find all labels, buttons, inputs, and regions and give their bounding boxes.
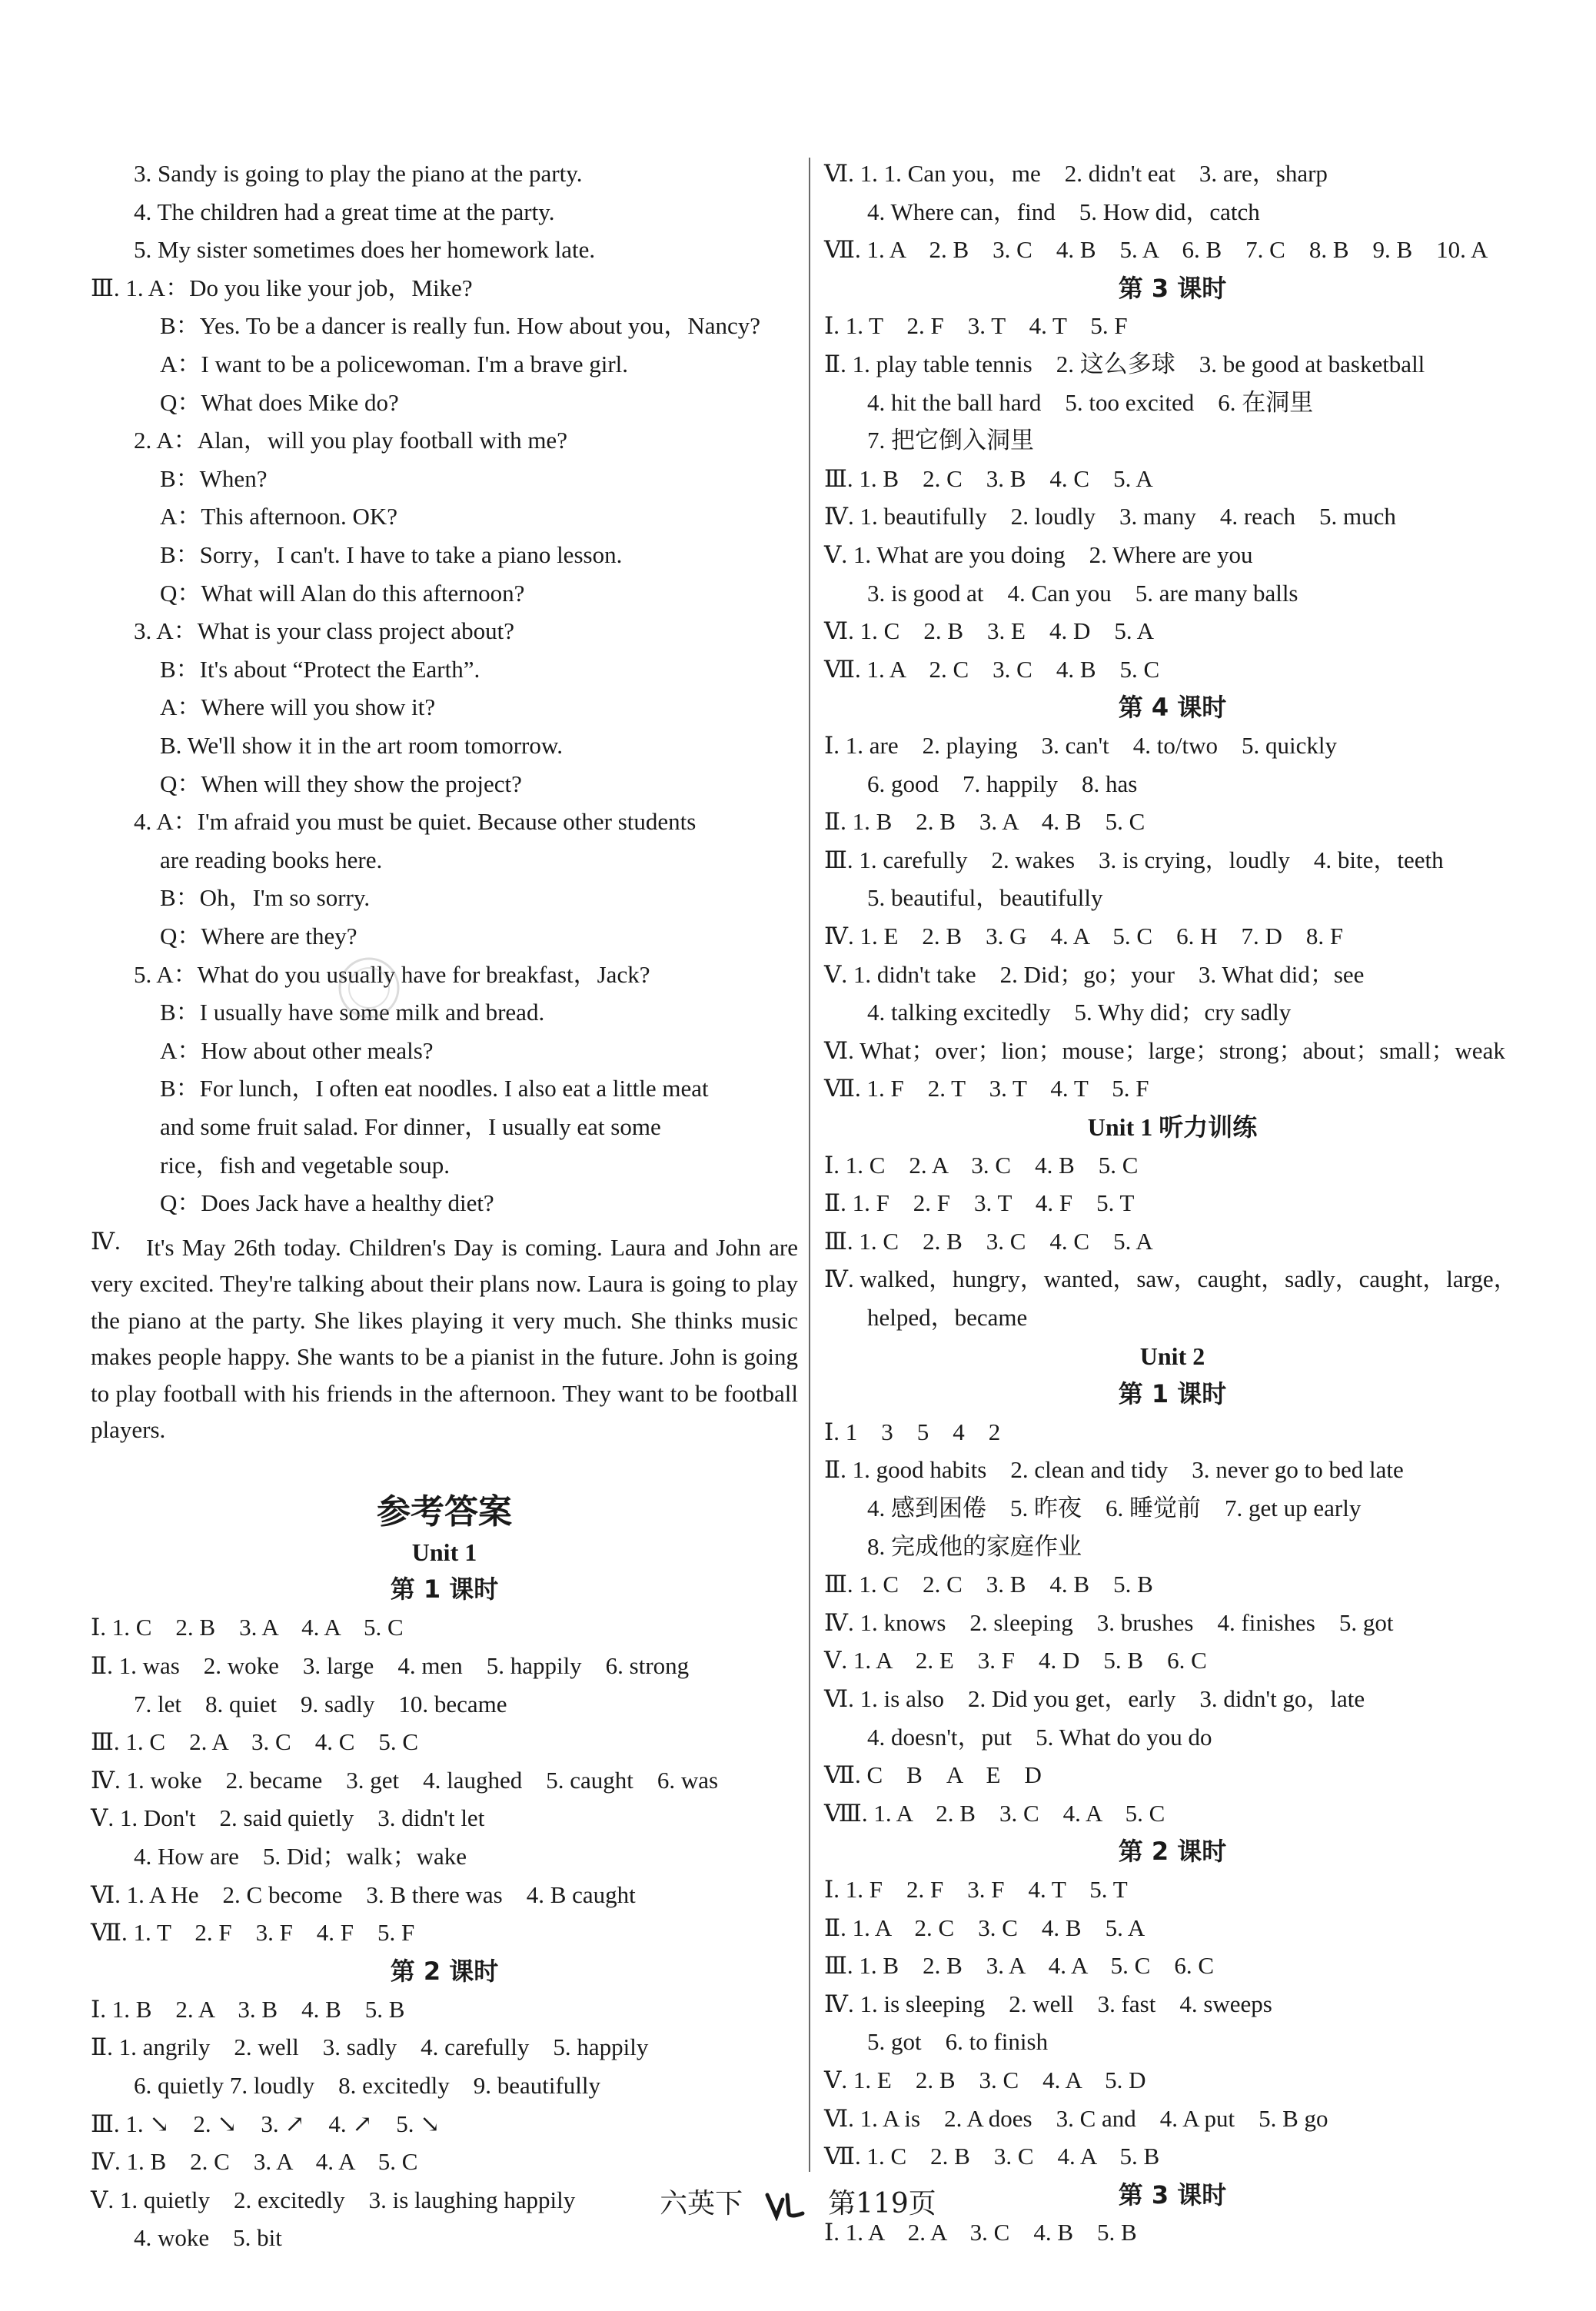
dialogue-line: A：I want to be a policewoman. I'm a brave girl. (160, 351, 629, 377)
dialogue-line: Q：Where are they? (160, 923, 357, 949)
lesson-title: 第 1 课时 (390, 1574, 499, 1604)
answer-line: Ⅰ. 1. T 2. F 3. T 4. T 5. F (824, 312, 1128, 340)
dialogue-line: Ⅲ. 1. A：Do you like your job，Mike? (91, 274, 473, 301)
lesson-title: 第 3 课时 (1118, 273, 1227, 303)
answer-line: Ⅲ. 1. ↘ 2. ↘ 3. ↗ 4. ↗ 5. ↘ (91, 2110, 441, 2137)
dialogue-line: 3. A：What is your class project about? (134, 617, 515, 645)
answer-line: Ⅴ. 1. What are you doing 2. Where are you (824, 541, 1253, 568)
unit-title: Unit 2 (1139, 1342, 1205, 1370)
answer-line: 8. 完成他的家庭作业 (867, 1532, 1082, 1560)
dialogue-line: B：Oh，I'm so sorry. (160, 884, 371, 912)
answer-line: Ⅰ. 1. C 2. A 3. C 4. B 5. C (824, 1151, 1139, 1179)
dialogue-line: 2. A：Alan，will you play football with me? (134, 427, 567, 454)
answer-line: Ⅶ. 1. A 2. B 3. C 4. B 5. A 6. B 7. C 8. B 9. B 10. A (824, 236, 1488, 264)
answer-line: Ⅴ. 1. didn't take 2. Did；go；your 3. What did；see (824, 960, 1365, 988)
answer-line: Ⅶ. C B A E D (824, 1761, 1042, 1789)
dialogue-line: Q：What will Alan do this afternoon? (160, 579, 525, 607)
answer-line: Ⅷ. 1. A 2. B 3. C 4. A 5. C (824, 1799, 1165, 1827)
watermark-stamp-icon (334, 953, 404, 1022)
answer-line: Ⅰ. 1. C 2. B 3. A 4. A 5. C (91, 1614, 404, 1641)
answer-line: 7. 把它倒入洞里 (867, 427, 1034, 454)
answer-line: Ⅵ. What；over；lion；mouse；large；strong；about；small；weak (824, 1036, 1505, 1064)
dialogue-line: A：How about other meals? (160, 1036, 434, 1064)
answer-line: 4. doesn't，put 5. What do you do (867, 1723, 1212, 1751)
answer-line: helped，became (867, 1304, 1028, 1331)
answer-line: Ⅰ. 1. are 2. playing 3. can't 4. to/two 5. quickly (824, 732, 1337, 759)
column-divider (809, 158, 810, 2172)
answer-line: Ⅴ. 1. quietly 2. excitedly 3. is laughing happily (91, 2186, 576, 2213)
dialogue-line: B：Yes. To be a dancer is really fun. How about you，Nancy? (160, 312, 760, 340)
answer-line: Ⅳ. 1. knows 2. sleeping 3. brushes 4. finishes 5. got (824, 1608, 1394, 1636)
answer-line: Ⅵ. 1. A He 2. C become 3. B there was 4. B caught (91, 1880, 636, 1908)
lesson-title: 第 3 课时 (1118, 2180, 1227, 2210)
footer-page-number: 第119页 (828, 2188, 936, 2220)
answer-line: Ⅱ. 1. good habits 2. clean and tidy 3. never go to bed late (824, 1456, 1404, 1484)
answer-line: 5. beautiful，beautifully (867, 884, 1103, 912)
dialogue-line: A：Where will you show it? (160, 693, 436, 721)
answer-line: Ⅱ. 1. A 2. C 3. C 4. B 5. A (824, 1914, 1145, 1941)
answer-line: Ⅴ. 1. Don't 2. said quietly 3. didn't let (91, 1804, 485, 1832)
page-footer (0, 2182, 1596, 2221)
answer-line: 3. is good at 4. Can you 5. are many balls (867, 579, 1298, 607)
answer-line: Ⅰ. 1. B 2. A 3. B 4. B 5. B (91, 1995, 405, 2023)
dialogue-line: B：Sorry，I can't. I have to take a piano lesson. (160, 541, 623, 568)
dialogue-line: B：For lunch，I often eat noodles. I also eat a little meat (160, 1075, 709, 1102)
answer-line: Ⅶ. 1. T 2. F 3. F 4. F 5. F (91, 1919, 415, 1947)
dialogue-line: 3. Sandy is going to play the piano at the party. (134, 160, 583, 187)
publisher-logo-icon (763, 2190, 809, 2221)
dialogue-line: 4. A：I'm afraid you must be quiet. Because other students (134, 808, 697, 836)
lesson-title: 第 2 课时 (390, 1956, 499, 1986)
dialogue-line: rice，fish and vegetable soup. (160, 1151, 451, 1179)
answer-line: 7. let 8. quiet 9. sadly 10. became (134, 1690, 507, 1717)
dialogue-line: B：I usually have some milk and bread. (160, 999, 545, 1026)
answer-line: Ⅱ. 1. was 2. woke 3. large 4. men 5. happily 6. strong (91, 1651, 690, 1679)
answer-line: Ⅵ. 1. 1. Can you，me 2. didn't eat 3. are，sharp (824, 160, 1328, 187)
answer-line: Ⅳ. 1. E 2. B 3. G 4. A 5. C 6. H 7. D 8. F (824, 923, 1344, 949)
lesson-title: 第 1 课时 (1118, 1379, 1227, 1409)
answer-line: Ⅳ. walked，hungry，wanted，saw，caught，sadly，caught，large， (824, 1265, 1518, 1293)
answer-line: 6. quietly 7. loudly 8. excitedly 9. beautifully (134, 2071, 600, 2099)
dialogue-line: Q：What does Mike do? (160, 388, 399, 416)
dialogue-line: 4. The children had a great time at the party. (134, 198, 555, 225)
answer-line: Ⅶ. 1. C 2. B 3. C 4. A 5. B (824, 2143, 1160, 2170)
dialogue-line: Q：Does Jack have a healthy diet? (160, 1189, 494, 1217)
answer-line: Ⅵ. 1. is also 2. Did you get，early 3. didn't go，late (824, 1685, 1365, 1712)
answer-line: Ⅳ. 1. B 2. C 3. A 4. A 5. C (91, 2148, 418, 2176)
footer-book-label: 六英下 (660, 2188, 743, 2220)
answer-line: Ⅲ. 1. C 2. B 3. C 4. C 5. A (824, 1227, 1153, 1255)
passage-label: Ⅳ. (91, 1227, 121, 1255)
listening-passage: It's May 26th today. Children's Day is coming. Laura and John are very excited. They're talking about their plans now. Laura is going to play the piano at the party. She likes playing it very much. She thinks music makes people happy. She wants to be a pianist in the future. John is going to play football with his friends in the afternoon. They want to be football players. (91, 1233, 798, 1444)
answer-line: 4. How are 5. Did；walk；wake (134, 1842, 467, 1870)
answer-line: 4. Where can，find 5. How did，catch (867, 198, 1260, 225)
answer-line: Ⅰ. 1 3 5 4 2 (824, 1418, 1001, 1445)
dialogue-line: 5. A：What do you usually have for breakfast，Jack? (134, 960, 650, 988)
answer-line: Ⅶ. 1. A 2. C 3. C 4. B 5. C (824, 655, 1160, 683)
answer-line: Ⅱ. 1. B 2. B 3. A 4. B 5. C (824, 808, 1145, 836)
answer-line: Ⅰ. 1. F 2. F 3. F 4. T 5. T (824, 1876, 1128, 1903)
dialogue-line: are reading books here. (160, 846, 383, 873)
dialogue-line: 5. My sister sometimes does her homework late. (134, 236, 596, 264)
answer-line: Ⅲ. 1. B 2. C 3. B 4. C 5. A (824, 464, 1153, 492)
answer-line: Ⅴ. 1. A 2. E 3. F 4. D 5. B 6. C (824, 1647, 1207, 1674)
answer-line: 6. good 7. happily 8. has (867, 770, 1138, 797)
answer-line: Ⅳ. 1. woke 2. became 3. get 4. laughed 5. caught 6. was (91, 1766, 719, 1794)
answer-line: Ⅲ. 1. C 2. A 3. C 4. C 5. C (91, 1728, 419, 1756)
lesson-title: 第 4 课时 (1118, 693, 1227, 723)
dialogue-line: B. We'll show it in the art room tomorrow. (160, 732, 564, 759)
answer-line: Ⅵ. 1. C 2. B 3. E 4. D 5. A (824, 617, 1155, 645)
dialogue-line: and some fruit salad. For dinner，I usually eat some (160, 1113, 661, 1140)
answer-line: Ⅵ. 1. A is 2. A does 3. C and 4. A put 5. B go (824, 2104, 1328, 2132)
answers-title: 参考答案 (377, 1492, 512, 1532)
unit-title: Unit 1 (411, 1538, 477, 1567)
dialogue-line: B：When? (160, 464, 268, 492)
answer-line: Ⅱ. 1. angrily 2. well 3. sadly 4. carefully 5. happily (91, 2033, 649, 2061)
answer-line: Ⅰ. 1. A 2. A 3. C 4. B 5. B (824, 2219, 1137, 2246)
answer-line: Ⅱ. 1. F 2. F 3. T 4. F 5. T (824, 1189, 1135, 1217)
lesson-title: 第 2 课时 (1118, 1837, 1227, 1867)
answer-line: 4. talking excitedly 5. Why did；cry sadly (867, 999, 1292, 1026)
dialogue-line: A：This afternoon. OK? (160, 503, 398, 530)
answer-line: Ⅲ. 1. C 2. C 3. B 4. B 5. B (824, 1571, 1153, 1598)
section-title: Unit 1 听力训练 (1087, 1113, 1258, 1141)
answer-line: 4. 感到困倦 5. 昨夜 6. 睡觉前 7. get up early (867, 1495, 1362, 1521)
dialogue-line: B：It's about “Protect the Earth”. (160, 655, 480, 683)
answer-line: 5. got 6. to finish (867, 2028, 1049, 2056)
answer-line: Ⅳ. 1. beautifully 2. loudly 3. many 4. reach 5. much (824, 503, 1396, 530)
answer-line: 4. hit the ball hard 5. too excited 6. 在洞里 (867, 388, 1314, 416)
answer-line: Ⅴ. 1. E 2. B 3. C 4. A 5. D (824, 2067, 1146, 2093)
dialogue-line: Q：When will they show the project? (160, 770, 522, 797)
answer-line: Ⅱ. 1. play table tennis 2. 这么多球 3. be good at basketball (824, 351, 1425, 377)
answer-line: Ⅳ. 1. is sleeping 2. well 3. fast 4. sweeps (824, 1990, 1272, 2017)
answer-line: Ⅶ. 1. F 2. T 3. T 4. T 5. F (824, 1075, 1149, 1102)
answer-line: Ⅲ. 1. carefully 2. wakes 3. is crying，loudly 4. bite，teeth (824, 846, 1444, 873)
answer-line: Ⅲ. 1. B 2. B 3. A 4. A 5. C 6. C (824, 1952, 1215, 1980)
answer-line: 4. woke 5. bit (134, 2224, 282, 2252)
